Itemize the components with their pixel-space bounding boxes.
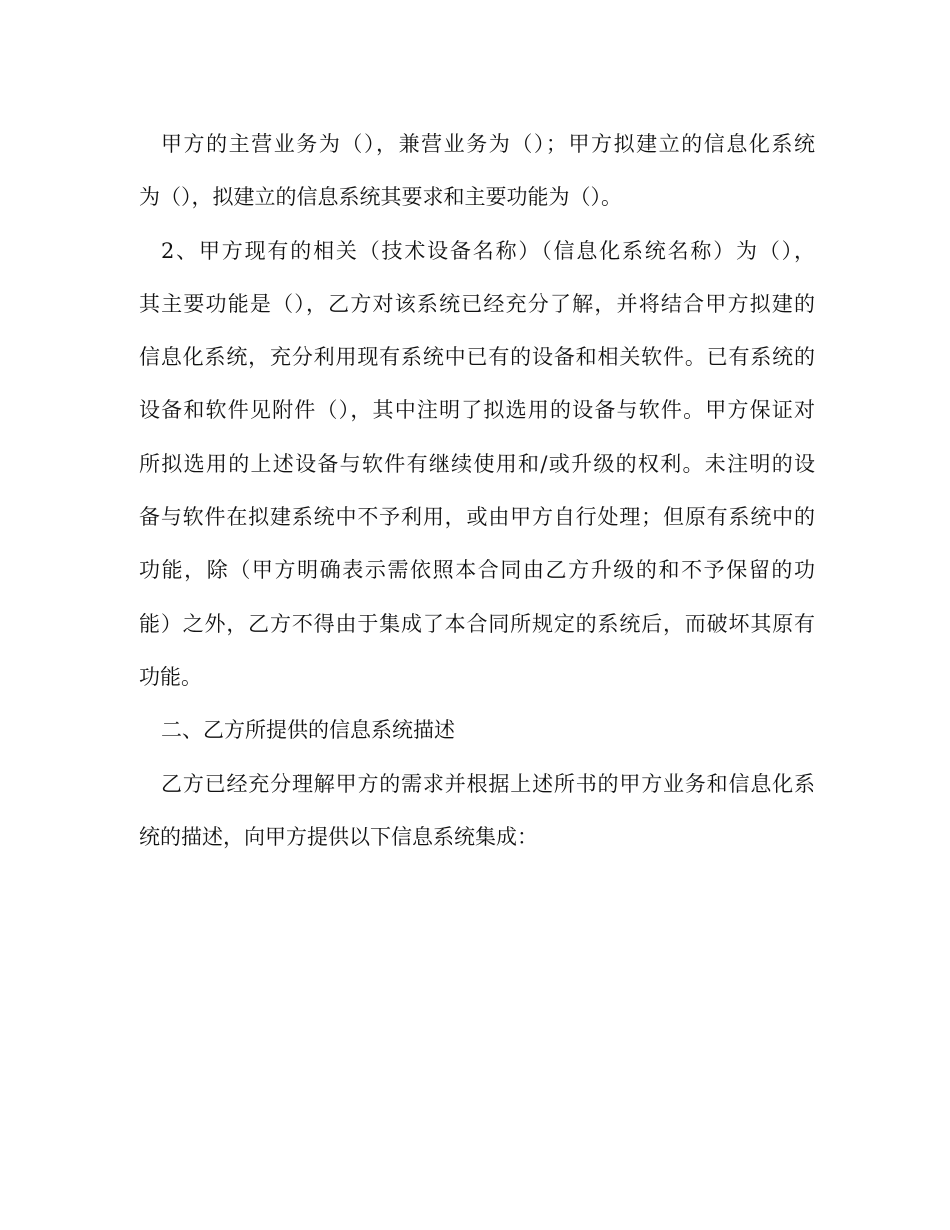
paragraph-line: 乙方已经充分理解甲方的需求并根据上述所书的甲方业务和信息化系 — [161, 771, 815, 796]
section-heading-text: 二、乙方所提供的信息系统描述 — [161, 718, 455, 743]
paragraph-line: 其主要功能是（），乙方对该系统已经充分了解，并将结合甲方拟建的 — [139, 291, 815, 316]
paragraph-line: 备与软件在拟建系统中不予利用，或由甲方自行处理；但原有系统中的 — [139, 505, 815, 530]
paragraph-line: 功能，除（甲方明确表示需依照本合同由乙方升级的和不予保留的功 — [139, 558, 815, 583]
paragraph-main-business — [139, 118, 815, 225]
paragraph-line: 能）之外，乙方不得由于集成了本合同所规定的系统后，而破坏其原有 — [139, 611, 815, 636]
paragraph-line: 2、甲方现有的相关（技术设备名称）（信息化系统名称）为（）， — [161, 238, 815, 263]
paragraph-line: 甲方的主营业务为（），兼营业务为（）；甲方拟建立的信息化系统 — [161, 132, 815, 156]
paragraph-existing-systems — [139, 225, 815, 705]
paragraph-line: 统的描述，向甲方提供以下信息系统集成： — [139, 824, 538, 849]
paragraph-line: 为（），拟建立的信息系统其要求和主要功能为（）。 — [139, 185, 622, 210]
document-body — [139, 118, 815, 864]
paragraph-line: 设备和软件见附件（），其中注明了拟选用的设备与软件。甲方保证对 — [139, 398, 815, 423]
paragraph-system-description — [139, 758, 815, 865]
paragraph-line: 所拟选用的上述设备与软件有继续使用和/或升级的权利。未注明的设 — [139, 451, 815, 476]
section-heading — [139, 704, 815, 757]
paragraph-line: 信息化系统，充分利用现有系统中已有的设备和相关软件。已有系统的 — [139, 345, 815, 370]
paragraph-line: 功能。 — [139, 664, 202, 689]
